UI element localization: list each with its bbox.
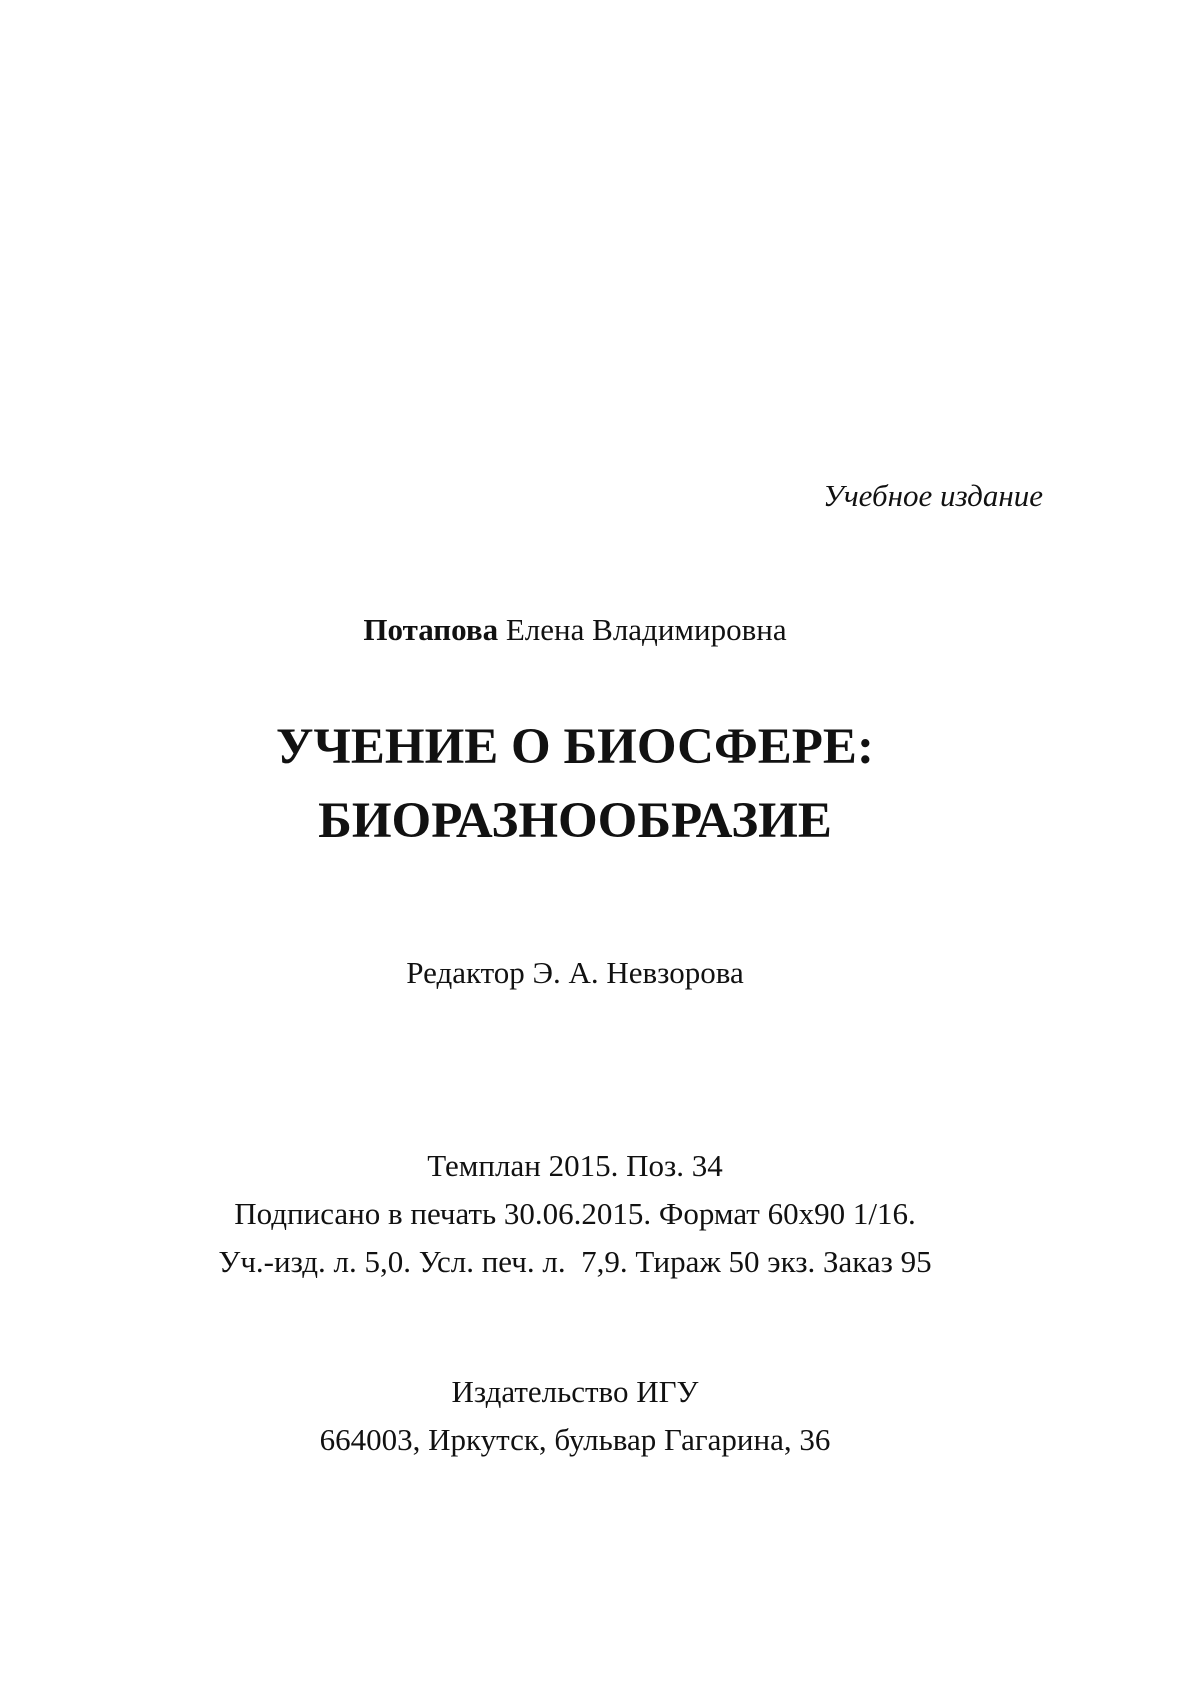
- publisher-address: 664003, Иркутск, бульвар Гагарина, 36: [319, 1422, 831, 1457]
- author-line: [0, 612, 1150, 648]
- title-line-1: УЧЕНИЕ О БИОСФЕРЕ:: [276, 719, 874, 775]
- imprint-block: [0, 1142, 1150, 1286]
- publisher-block: [0, 1368, 1150, 1464]
- imprint-line-3: Уч.-изд. л. 5,0. Усл. печ. л. 7,9. Тираж 50 экз. Заказ 95: [218, 1244, 932, 1279]
- imprint-line-1: Темплан 2015. Поз. 34: [427, 1148, 723, 1183]
- publisher-name: Издательство ИГУ: [451, 1374, 699, 1409]
- editor-credit: Редактор Э. А. Невзорова: [406, 955, 744, 990]
- title-line-2: БИОРАЗНООБРАЗИЕ: [318, 793, 832, 849]
- author-surname: Потапова: [363, 612, 499, 647]
- author-given-names: Елена Владимировна: [505, 612, 787, 647]
- imprint-line-2: Подписано в печать 30.06.2015. Формат 60х90 1/16.: [234, 1196, 916, 1231]
- edition-type: Учебное издание: [823, 478, 1043, 513]
- book-title: [0, 710, 1150, 858]
